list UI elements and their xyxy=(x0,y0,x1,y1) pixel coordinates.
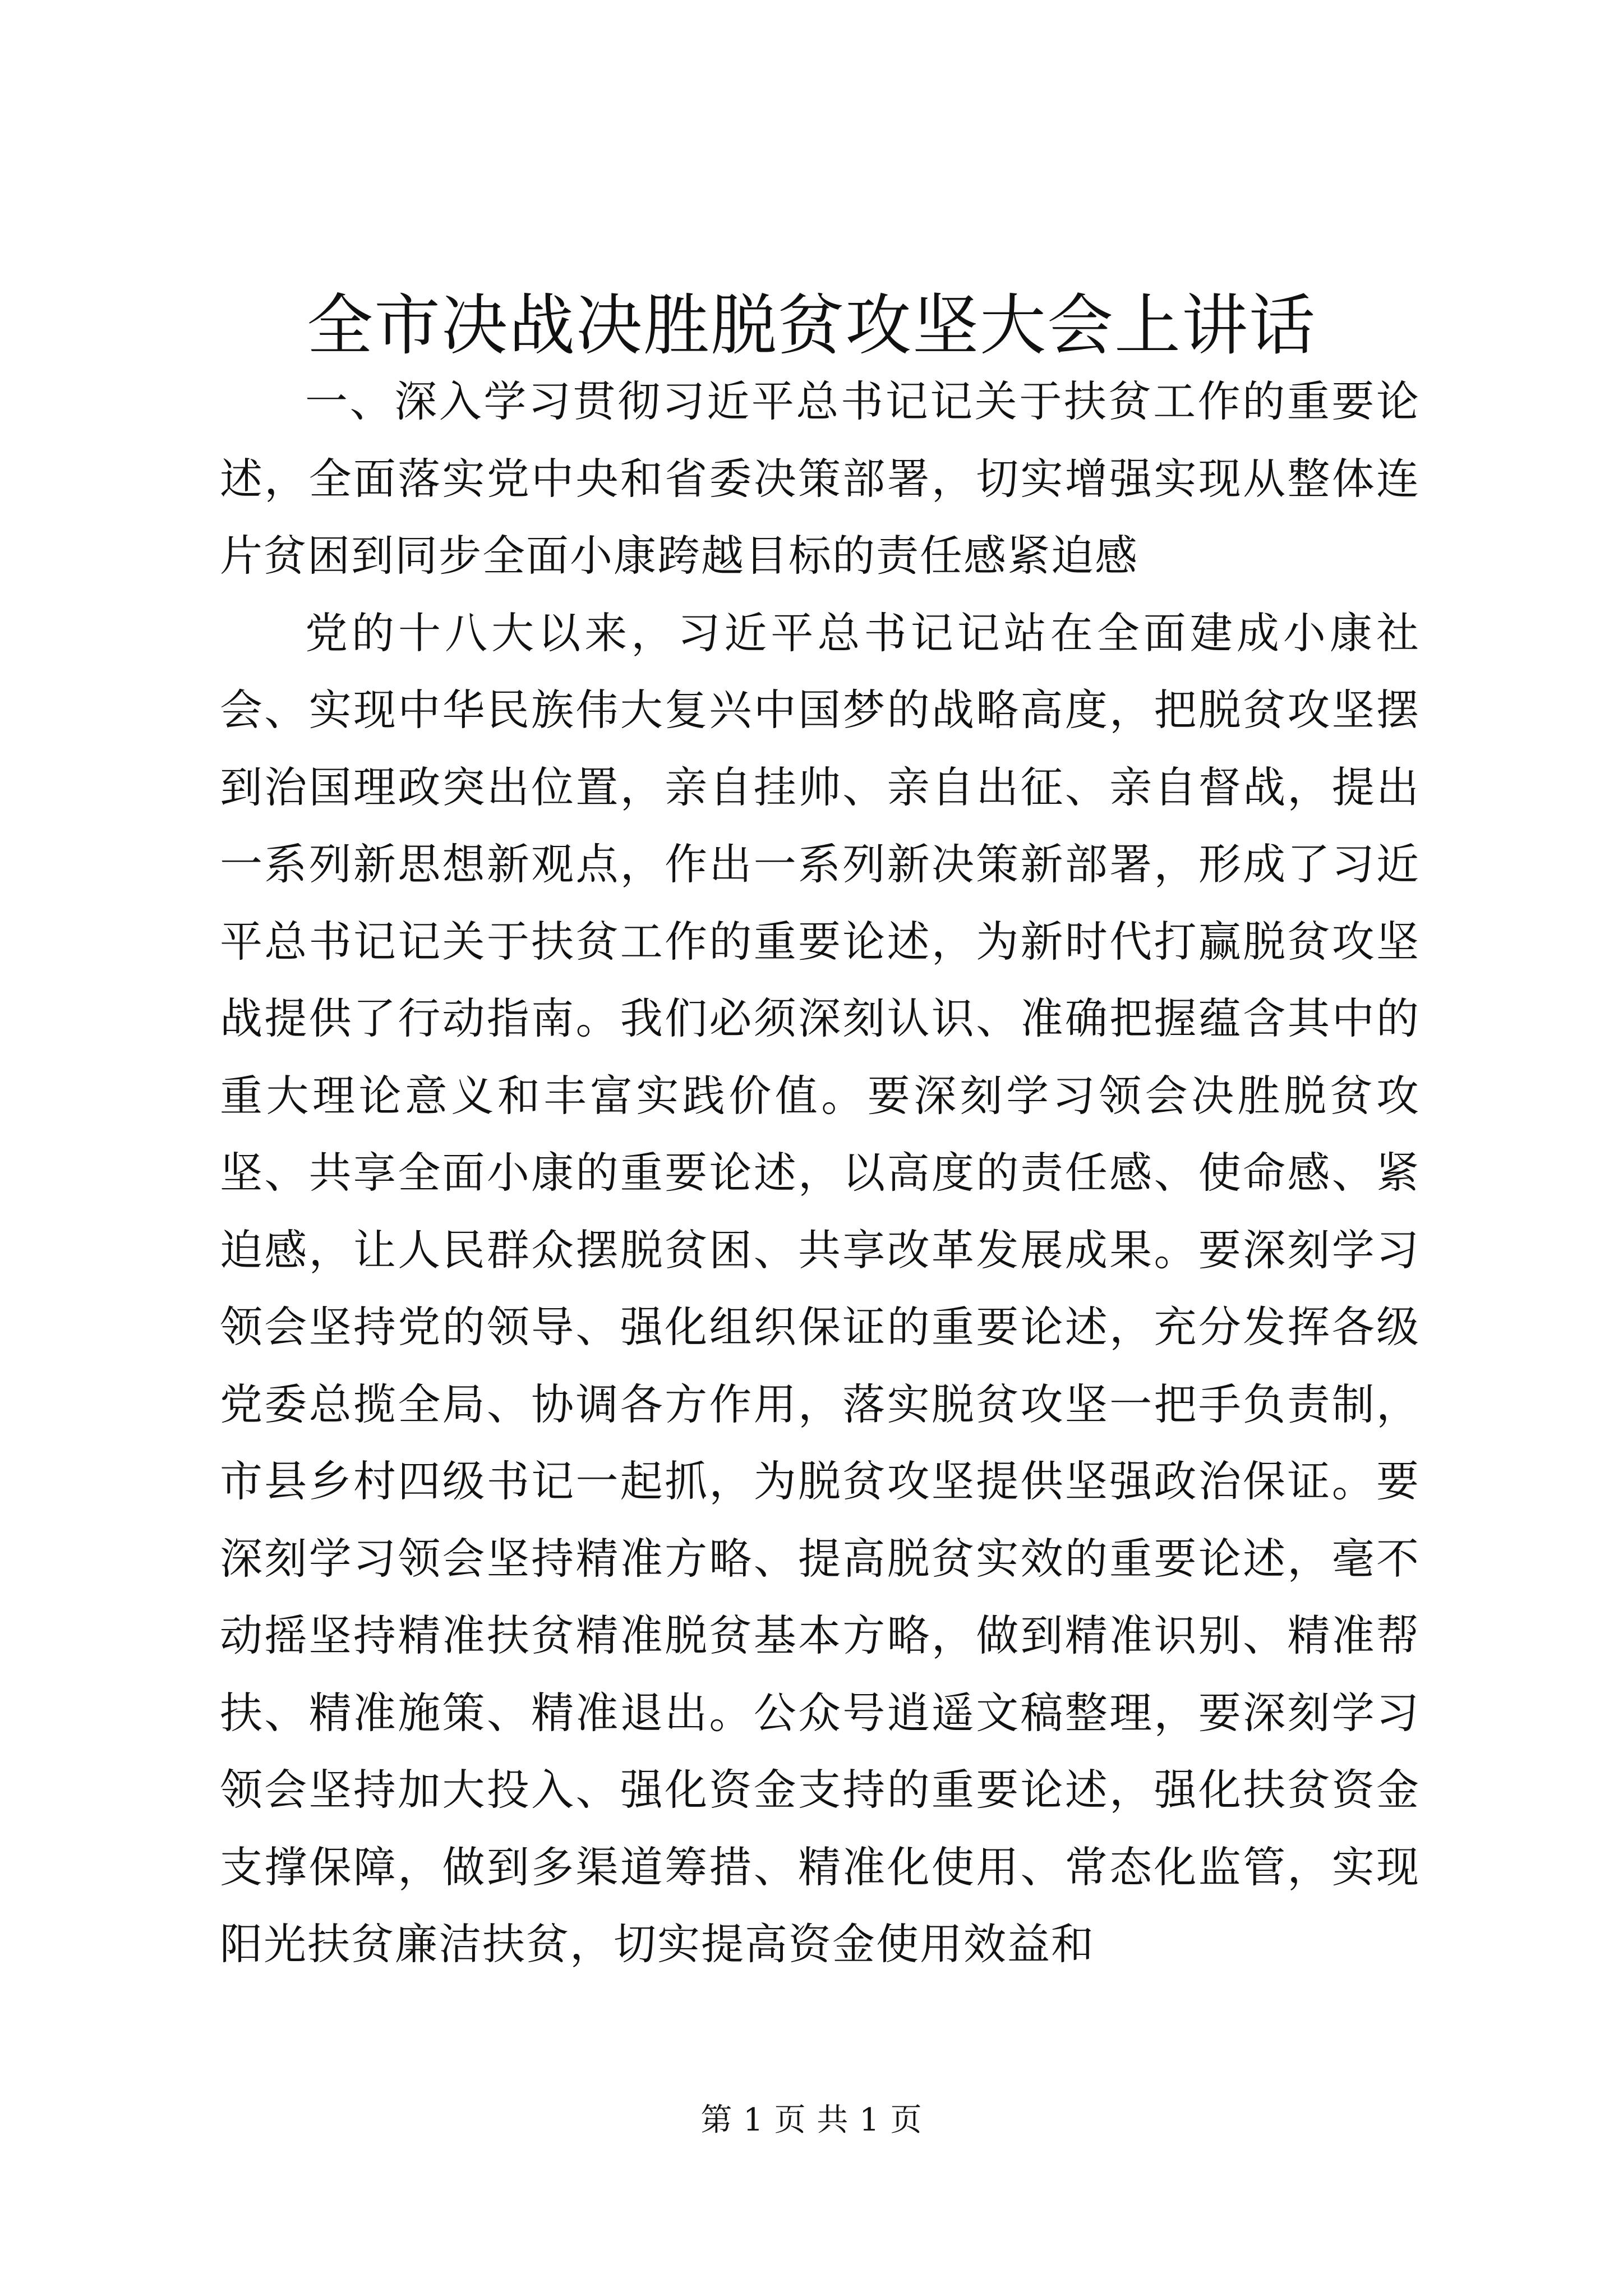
document-title: 全市决战决胜脱贫攻坚大会上讲话 xyxy=(306,287,1316,364)
page-footer: 第 1 页 共 1 页 xyxy=(700,2102,923,2138)
paragraph-heading-one: 一、深入学习贯彻习近平总书记记关于扶贫工作的重要论述，全面落实党中央和省委决策部署，切实增强实现从整体连片贫困到同步全面小康跨越目标的责任感紧迫感 xyxy=(220,376,1420,581)
document-body xyxy=(220,363,1420,1983)
paragraph-body-text: 党的十八大以来，习近平总书记记站在全面建成小康社会、实现中华民族伟大复兴中国梦的战略高度，把脱贫攻坚摆到治国理政突出位置，亲自挂帅、亲自出征、亲自督战，提出一系列新思想新观点，作出一系列新决策新部署，形成了习近平总书记记关于扶贫工作的重要论述，为新时代打赢脱贫攻坚战提供了行动指南。我们必须深刻认识、准确把握蕴含其中的重大理论意义和丰富实践价值。要深刻学习领会决胜脱贫攻坚、共享全面小康的重要论述，以高度的责任感、使命感、紧迫感，让人民群众摆脱贫困、共享改革发展成果。要深刻学习领会坚持党的领导、强化组织保证的重要论述，充分发挥各级党委总揽全局、协调各方作用，落实脱贫攻坚一把手负责制，市县乡村四级书记一起抓，为脱贫攻坚提供坚强政治保证。要深刻学习领会坚持精准方略、提高脱贫实效的重要论述，毫不动摇坚持精准扶贫精准脱贫基本方略，做到精准识别、精准帮扶、精准施策、精准退出。公众号逍遥文稿整理，要深刻学习领会坚持加大投入、强化资金支持的重要论述，强化扶贫资金支撑保障，做到多渠道筹措、精准化使用、常态化监管，实现阳光扶贫廉洁扶贫，切实提高资金使用效益和 xyxy=(220,608,1420,1969)
